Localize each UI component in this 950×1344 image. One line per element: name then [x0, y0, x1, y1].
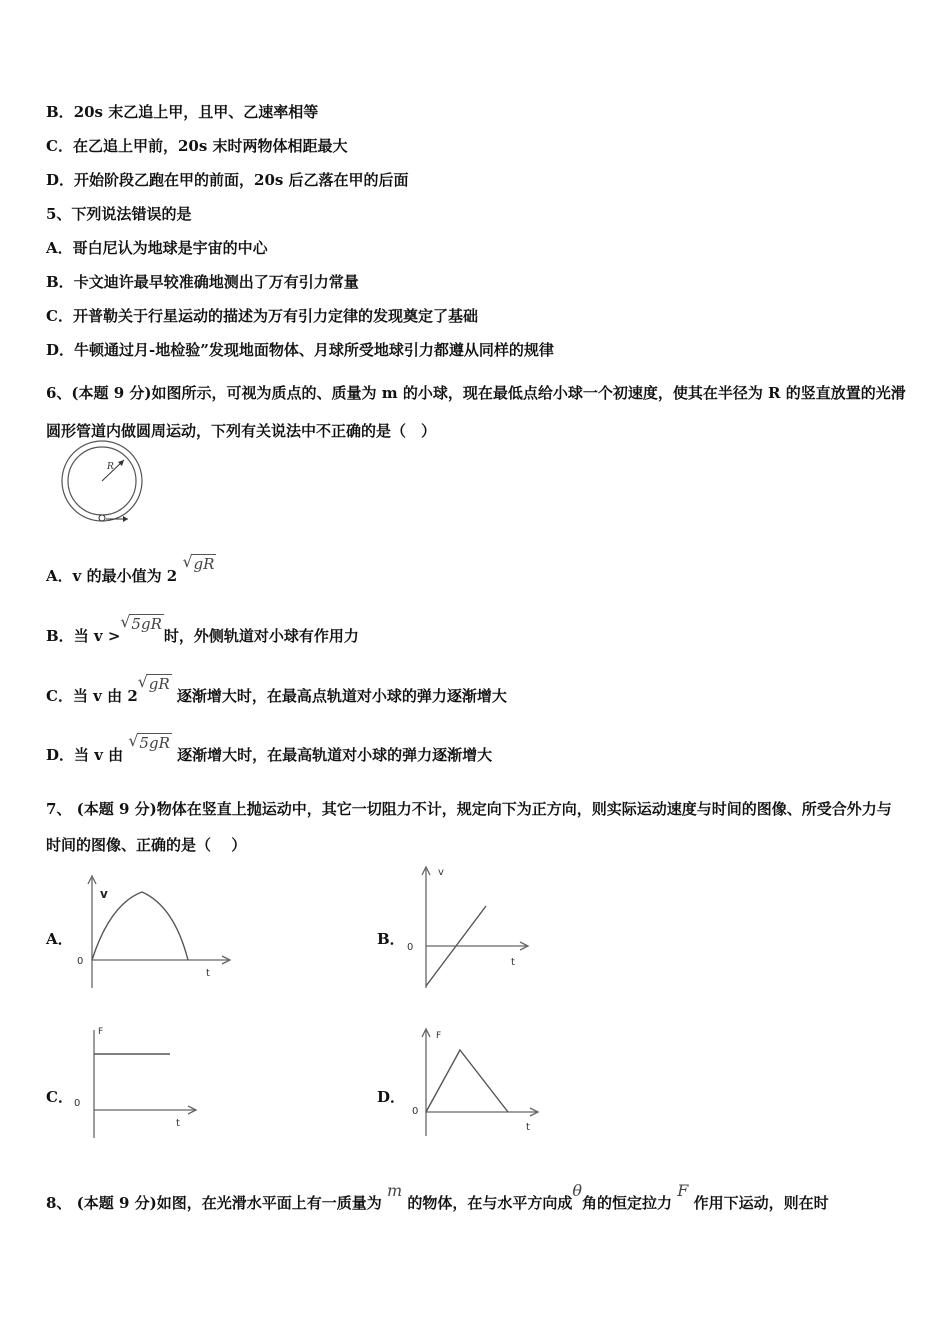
q5-option-a-label: A． [46, 239, 73, 257]
q4-option-d-label: D． [46, 171, 75, 189]
q7-graph-b [400, 862, 540, 992]
q6-option-d-label: D． [46, 746, 75, 764]
radical-icon: √ [182, 552, 193, 571]
q8-mass-symbol: m [386, 1181, 403, 1200]
x-axis-label: t [206, 968, 210, 979]
q5-option-b-text: 卡文迪许最早较准确地测出了万有引力常量 [73, 273, 359, 291]
sqrt-gR [182, 554, 216, 574]
origin-label: 0 [77, 956, 84, 967]
radical-icon: √ [137, 672, 148, 691]
x-axis-label: t [526, 1122, 530, 1133]
q7-graph-a [70, 872, 240, 992]
y-axis-label: F [98, 1027, 104, 1037]
q5-option-b [46, 272, 359, 292]
q4-option-c [46, 136, 348, 156]
q6-option-d-post: 逐渐增大时，在最高轨道对小球的弹力逐渐增大 [177, 746, 493, 764]
q5-option-c [46, 306, 478, 326]
q6-option-b-post: 时，外侧轨道对小球有作用力 [163, 627, 359, 645]
q6-option-c-pre: 当 v 由 2 [72, 687, 138, 705]
q7-graph-c [68, 1022, 208, 1142]
q6-option-b-pre: 当 v > [73, 627, 121, 645]
velocity-curve [92, 892, 188, 960]
q5-option-d [46, 340, 554, 360]
q8-text-2: 的物体，在与水平方向成 [407, 1194, 573, 1212]
q6-option-a-label: A． [46, 567, 73, 585]
q8-text-4: 作用下运动，则在时 [693, 1194, 829, 1212]
q8-text-3: 角的恒定拉力 [582, 1194, 673, 1212]
q6-option-c-label: C． [46, 687, 73, 705]
radical-icon: √ [128, 731, 139, 750]
q7-graph-d [400, 1022, 545, 1140]
origin-label: 0 [407, 942, 414, 953]
q6-option-b-radicand: 5gR [131, 615, 162, 633]
q5-option-c-label: C． [46, 307, 73, 325]
q6-stem: 6、(本题 9 分)如图所示，可视为质点的、质量为 m 的小球，现在最低点给小球一个初速度，使其在半径为 R 的竖直放置的光滑圆形管道内做圆周运动，下列有关说法中不正确的是（ ） [46, 384, 906, 440]
q6-option-d-radicand: 5gR [139, 734, 170, 752]
q7-option-b-label: B． [377, 930, 405, 948]
radical-icon: √ [120, 612, 131, 631]
x-axis-label: t [176, 1118, 180, 1129]
q8-stem [46, 1181, 829, 1213]
sqrt-gR [138, 674, 172, 694]
y-axis-label: v [100, 887, 108, 901]
origin-label: 0 [412, 1106, 419, 1117]
q6-option-b-label: B． [46, 627, 74, 645]
q5-option-d-label: D． [46, 341, 75, 359]
q4-option-b [46, 102, 318, 122]
origin-label: 0 [74, 1098, 81, 1109]
q4-option-d-text: 开始阶段乙跑在甲的前面，20s 后乙落在甲的后面 [74, 171, 409, 189]
velocity-arrow-icon [123, 516, 128, 522]
q5-stem: 5、下列说法错误的是 [46, 205, 192, 223]
q6-option-c-radicand: gR [148, 675, 170, 693]
q6-option-d [46, 731, 493, 765]
q6-option-a [46, 552, 216, 586]
q4-option-c-label: C． [46, 137, 73, 155]
q6-option-b [46, 612, 359, 646]
q6-option-c [46, 672, 507, 706]
q6-option-c-post: 逐渐增大时，在最高点轨道对小球的弹力逐渐增大 [176, 687, 507, 705]
q8-text-1: 8、 (本题 9 分)如图，在光滑水平面上有一质量为 [46, 1194, 382, 1212]
q4-option-b-text: 20s 末乙追上甲，且甲、乙速率相等 [73, 103, 319, 121]
q6-option-d-pre: 当 v 由 [74, 746, 124, 764]
q6-circular-tube-figure [58, 440, 150, 528]
sqrt-5gR [128, 733, 171, 753]
q8-angle-symbol: θ [572, 1181, 583, 1200]
q4-option-d [46, 170, 409, 190]
q8-force-symbol: F [677, 1181, 689, 1200]
q5-option-a-text: 哥白尼认为地球是宇宙的中心 [72, 239, 268, 257]
y-axis-label: F [436, 1031, 442, 1041]
force-curve [426, 1050, 508, 1112]
q6-option-a-radicand: gR [193, 555, 215, 573]
q5-option-c-text: 开普勒关于行星运动的描述为万有引力定律的发现奠定了基础 [72, 307, 478, 325]
q5-option-b-label: B． [46, 273, 74, 291]
y-axis-label: v [438, 867, 444, 878]
q5-option-a [46, 238, 268, 258]
q7-option-d-label: D． [377, 1088, 406, 1106]
radius-label: R [107, 462, 114, 472]
ball [99, 515, 105, 521]
x-axis-label: t [511, 957, 515, 968]
q4-option-b-label: B． [46, 103, 74, 121]
q7-option-a-label: A． [46, 930, 73, 948]
q7-stem: 7、 (本题 9 分)物体在竖直上抛运动中，其它一切阻力不计，规定向下为正方向，则实际运动速度与时间的图像、所受合外力与时间的图像、正确的是（ ） [46, 800, 892, 854]
q6-option-a-pre: v 的最小值为 2 [72, 567, 178, 585]
q4-option-c-text: 在乙追上甲前，20s 末时两物体相距最大 [72, 137, 348, 155]
sqrt-5gR [120, 614, 163, 634]
q7-option-c-label: C． [46, 1088, 73, 1106]
q5-option-d-text: 牛顿通过月-地检验”发现地面物体、月球所受地球引力都遵从同样的规律 [74, 341, 554, 359]
